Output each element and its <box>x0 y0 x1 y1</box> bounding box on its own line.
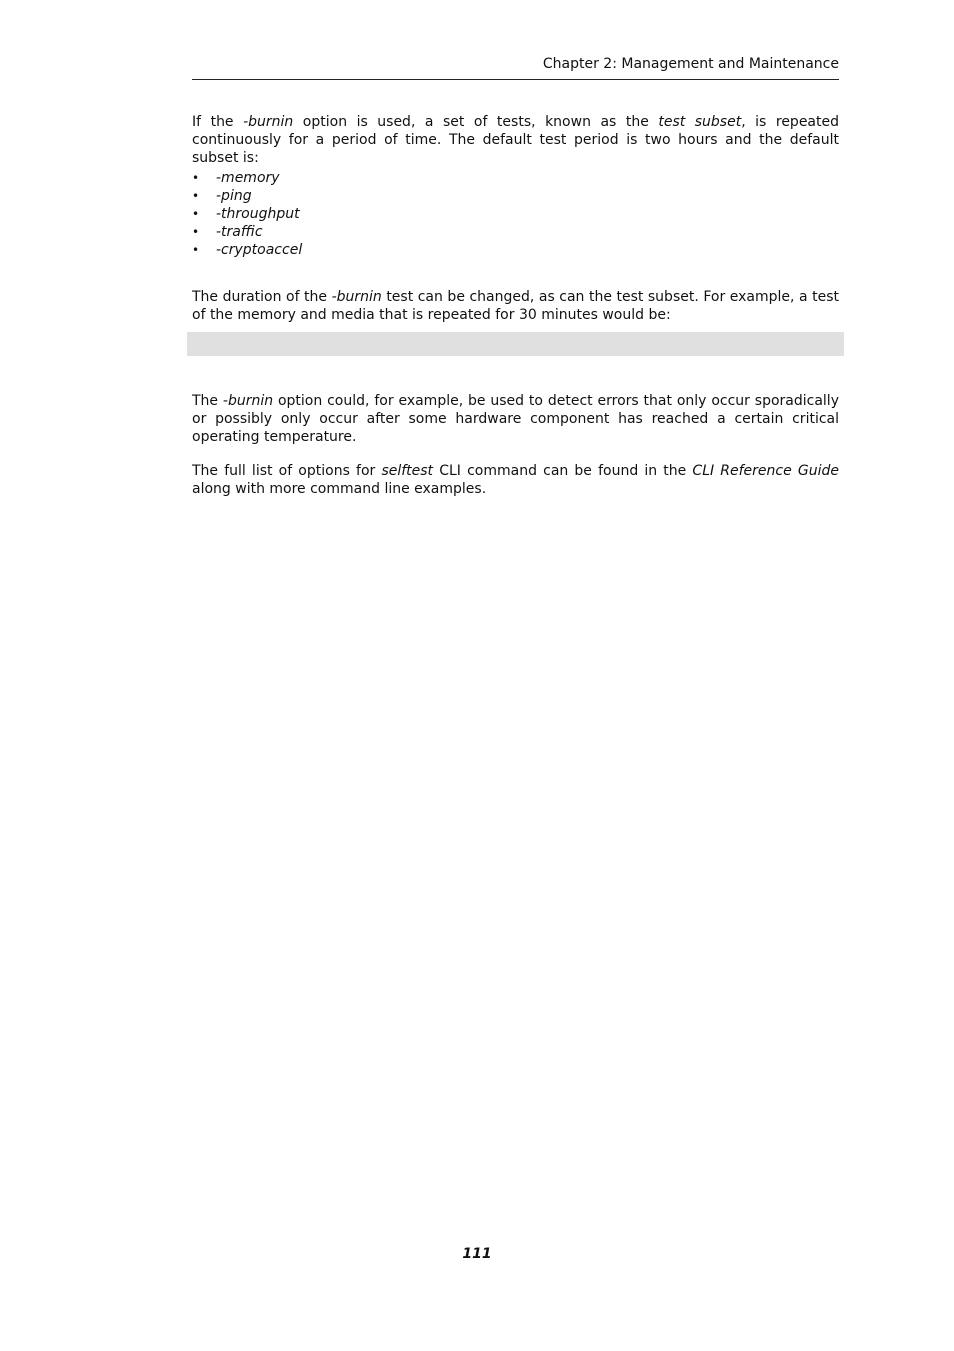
text-segment: The full list of options for <box>192 463 382 479</box>
list-item: • -cryptoaccel <box>192 241 839 259</box>
option-name: -burnin <box>243 114 294 130</box>
text-segment: test can be changed, as can the test subset. For example, a test of the memory and media that is repeated for 30 minutes would be: <box>192 289 839 323</box>
text-segment: option could, for example, be used to detect errors that only occur sporadically or possibly only occur after some hardware component has reached a certain critical operating temperature. <box>192 393 839 445</box>
default-subset-list <box>192 169 839 259</box>
text-segment: The <box>192 393 223 409</box>
paragraph-burnin-intro <box>192 113 839 167</box>
code-example-box <box>187 332 844 356</box>
list-item: • -ping <box>192 187 839 205</box>
list-item: • -throughput <box>192 205 839 223</box>
text-segment: The duration of the <box>192 289 332 305</box>
page-number: 111 <box>462 1246 492 1262</box>
running-header <box>192 54 839 80</box>
chapter-title: Chapter 2: Management and Maintenance <box>542 56 839 72</box>
text-segment: CLI command can be found in the <box>433 463 693 479</box>
document-reference: CLI Reference Guide <box>692 463 839 479</box>
command-name: selftest <box>381 463 434 479</box>
list-item: • -traffic <box>192 223 839 241</box>
page-content <box>192 113 839 498</box>
text-segment: along with more command line examples. <box>192 481 487 497</box>
list-item: • -memory <box>192 169 839 187</box>
text-segment: , is repeated continuously for a period of time. The default test period is two hours and the default subset is: <box>192 114 839 166</box>
term-test-subset: test subset <box>658 114 742 130</box>
paragraph-duration <box>192 288 839 324</box>
option-name: -burnin <box>222 393 274 409</box>
text-segment: If the <box>192 114 244 130</box>
paragraph-reference <box>192 462 839 498</box>
paragraph-burnin-usage <box>192 392 839 446</box>
text-segment: option is used, a set of tests, known as the <box>293 114 659 130</box>
option-name: -burnin <box>331 289 382 305</box>
